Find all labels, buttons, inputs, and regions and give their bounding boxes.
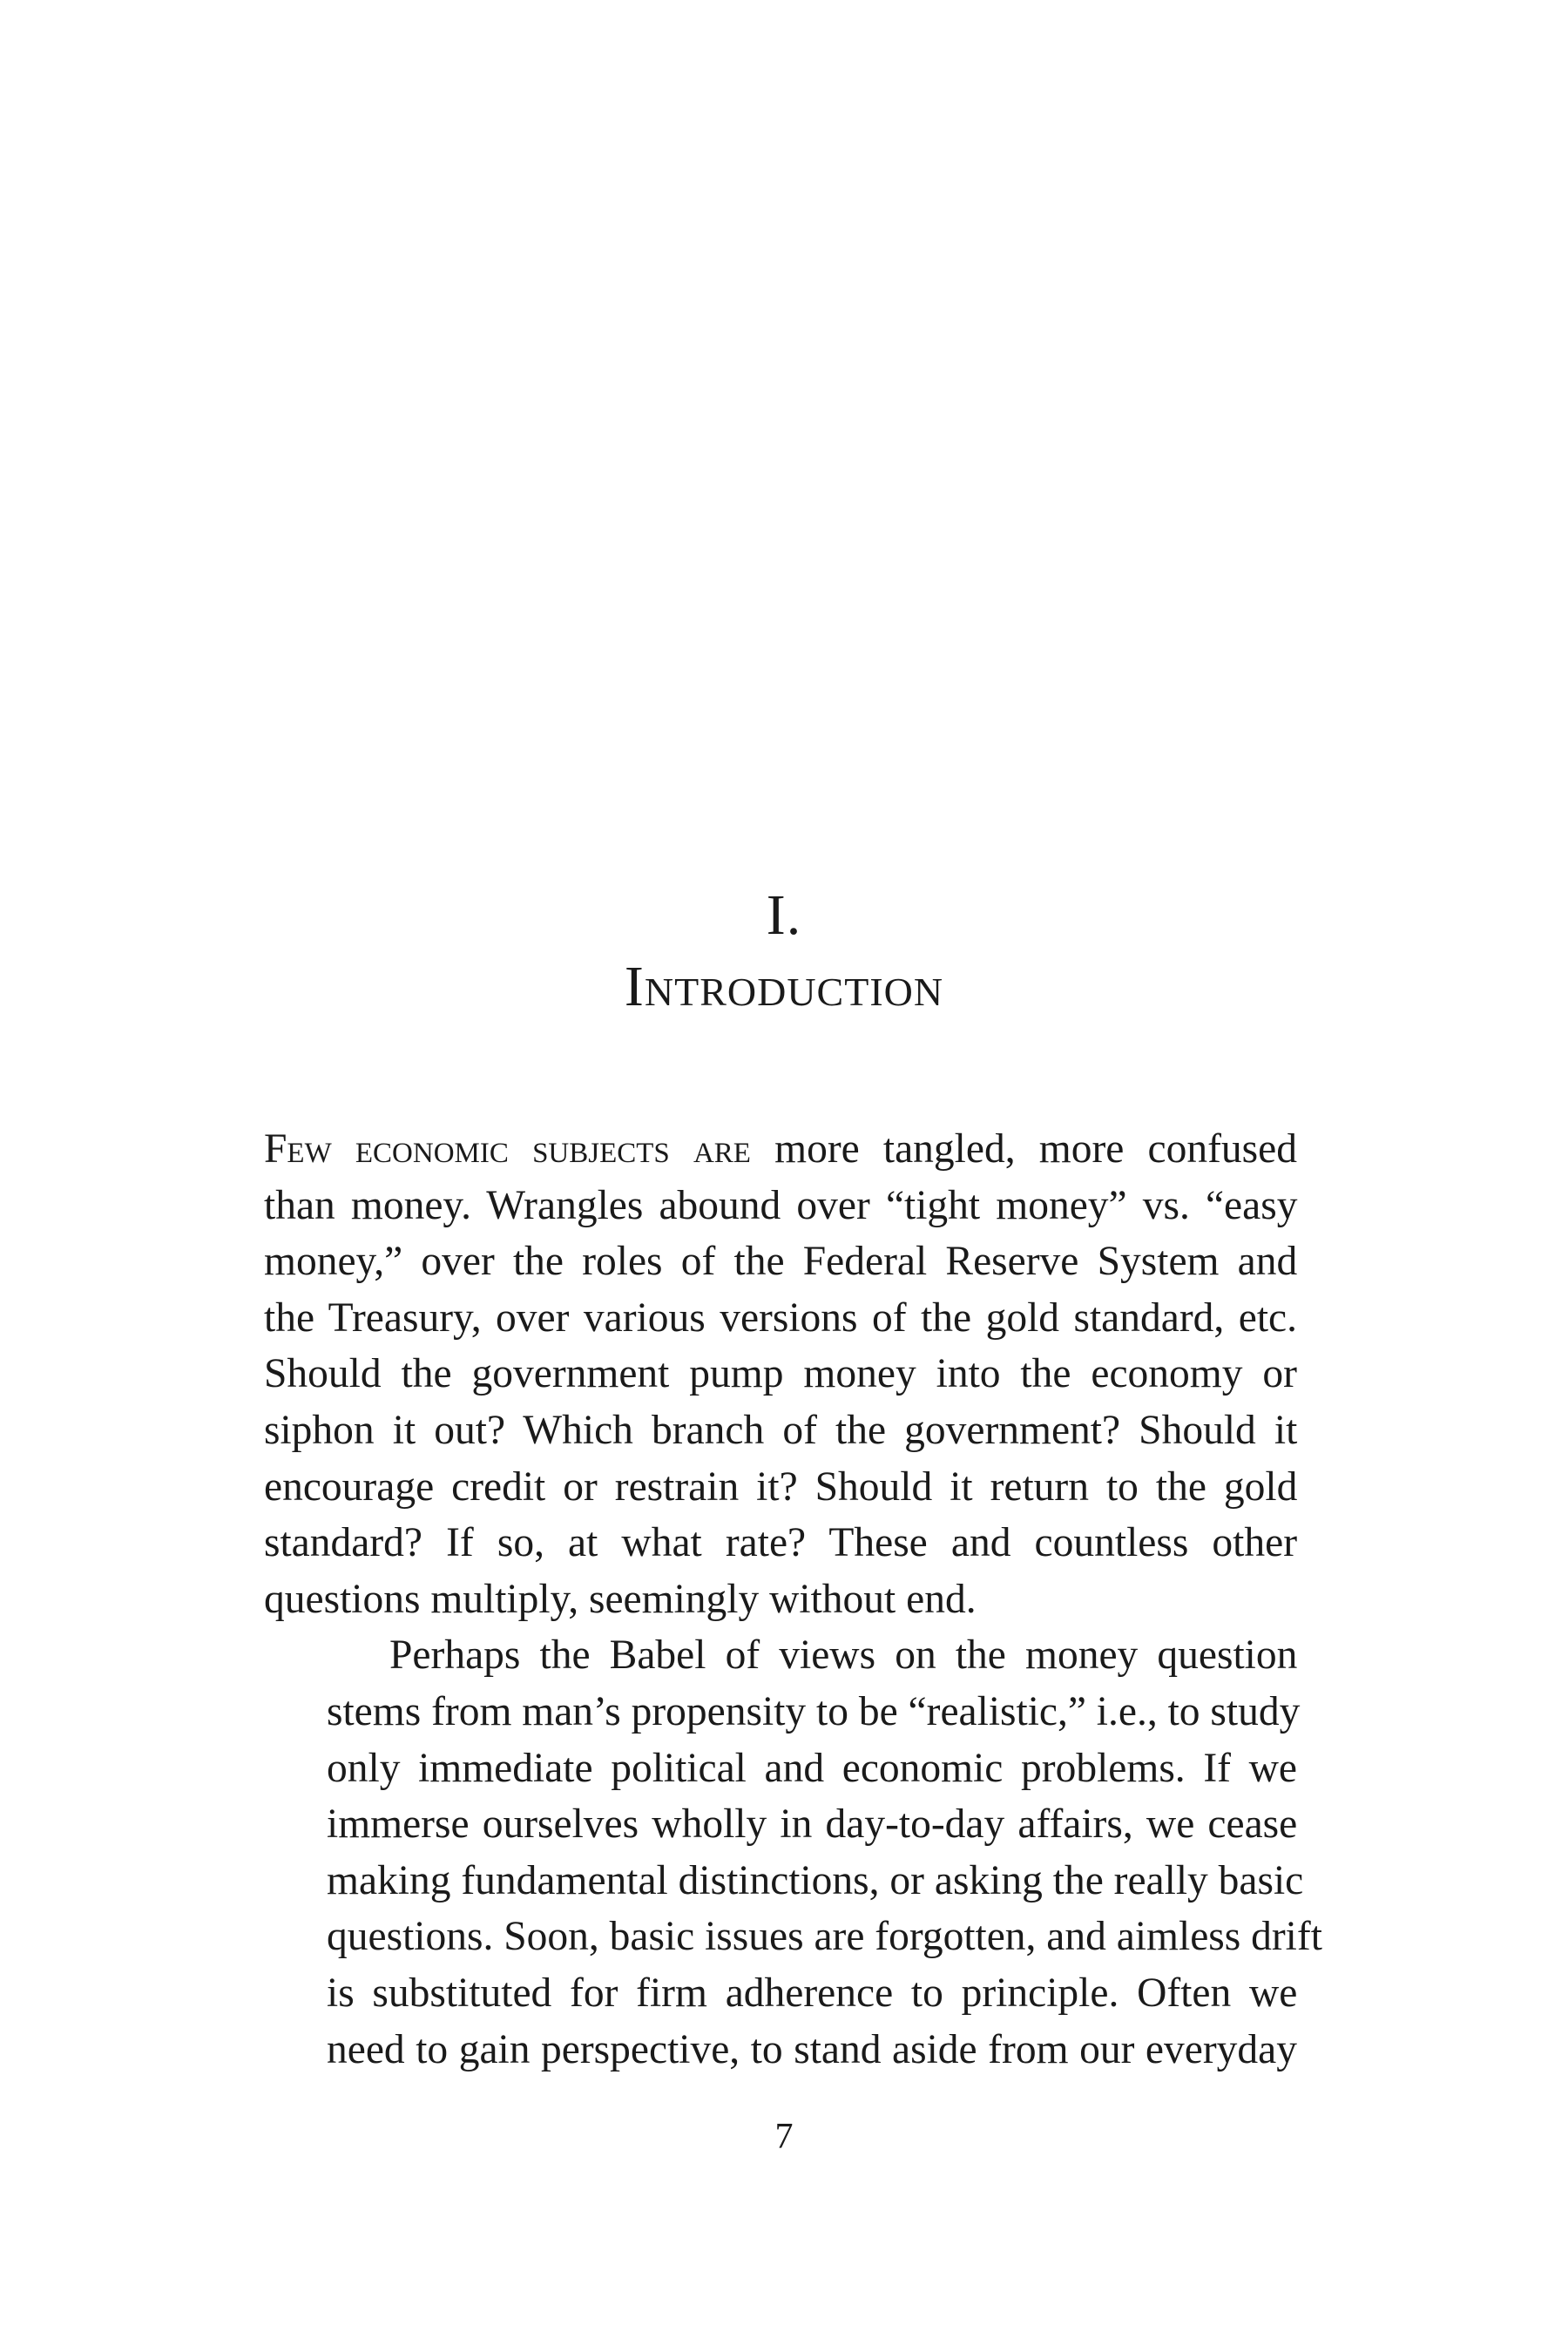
paragraph-2-line-3: only immediate political and economic problems. If we (327, 1745, 1297, 1791)
lead-in-small-caps: Few economic subjects are (264, 1126, 751, 1172)
paragraph-2-line-7: is substituted for firm adherence to principle. Often we (327, 1970, 1298, 2016)
paragraph-2-line-2: stems from man’s propensity to be “realistic,” i.e., to study (327, 1688, 1301, 1734)
paragraph-1-line-1 (264, 1121, 1297, 1178)
paragraph-2-line-5: making fundamental distinctions, or asking the really basic (327, 1857, 1304, 1903)
paragraph-2-line-4: immerse ourselves wholly in day-to-day affairs, we cease (327, 1801, 1298, 1848)
paragraph-2-line-6: questions. Soon, basic issues are forgotten, and aimless drift (327, 1914, 1322, 1960)
paragraph-2-line-1: Perhaps the Babel of views on the money question (389, 1632, 1298, 1679)
paragraph-2-line-8: need to gain perspective, to stand aside from our everyday (327, 2026, 1297, 2072)
paragraph-1-line-5: Should the government pump money into the economy or (264, 1351, 1297, 1397)
chapter-title: Introduction (624, 955, 944, 1018)
paragraph-1-line-4: the Treasury, over various versions of the gold standard, etc. (264, 1294, 1297, 1341)
paragraph-1-line-7: encourage credit or restrain it? Should it return to the gold (264, 1463, 1298, 1510)
paragraph-1-line-2: than money. Wrangles abound over “tight money” vs. “easy (264, 1182, 1298, 1228)
paragraph-1-line-6: siphon it out? Which branch of the government? Should it (264, 1407, 1298, 1453)
paragraph-1-line-1-rest: more tangled, more confused (750, 1126, 1297, 1172)
paragraph-2 (264, 1627, 1322, 2078)
paragraph-1 (264, 1121, 1297, 1627)
paragraph-1-line-9: questions multiply, seemingly without end. (264, 1576, 977, 1622)
body-text (264, 1121, 1322, 2078)
paragraph-1-line-8: standard? If so, at what rate? These and countless other (264, 1520, 1298, 1566)
chapter-number: I. (766, 883, 802, 947)
paragraph-1-line-3: money,” over the roles of the Federal Reserve System and (264, 1239, 1298, 1285)
page-number: 7 (774, 2117, 794, 2157)
